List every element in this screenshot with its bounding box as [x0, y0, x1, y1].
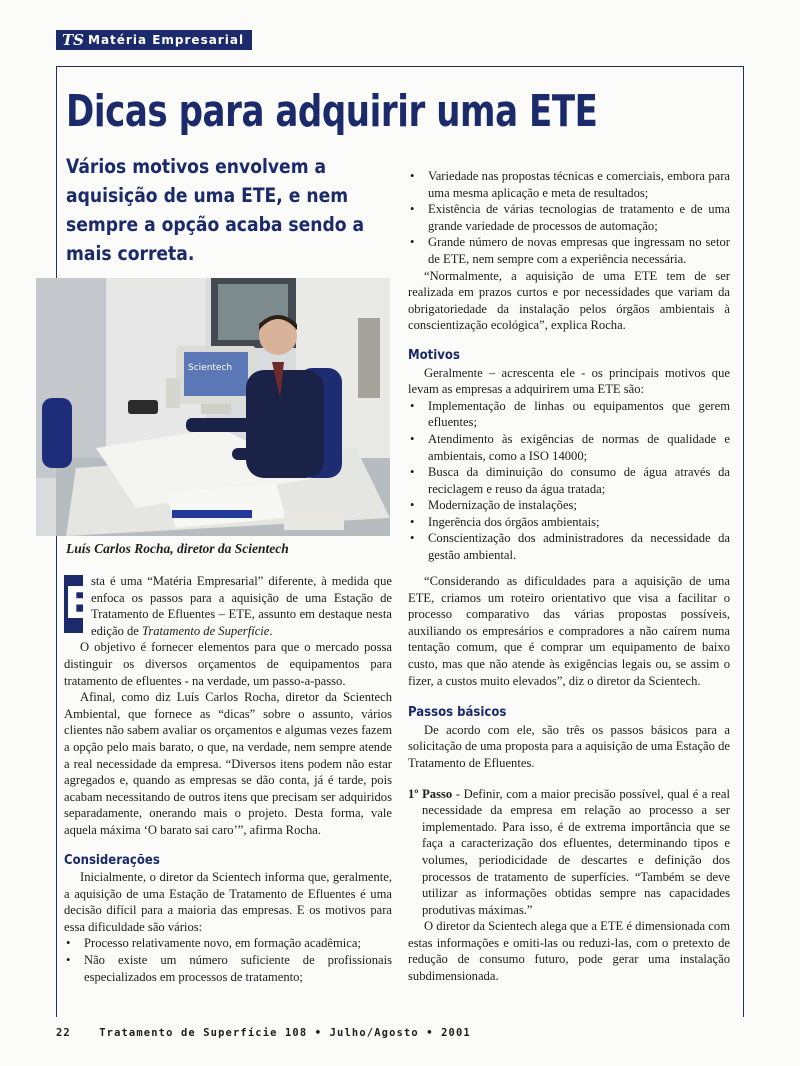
step-label: 1º Passo — [408, 786, 453, 801]
paragraph-dimensionada: O diretor da Scientech alega que a ETE é dimensionada com estas informações e omiti-las ou reduzi-las, com o pretexto de redução de consumo futuro, pode gerar uma instalação subdimensionada. — [408, 919, 730, 984]
list-item: • Não existe um número suficiente de profissionais especializados em processos de tratamento; — [84, 952, 392, 985]
step-1 — [408, 786, 730, 919]
paragraph-quote-rocha: “Normalmente, a aquisição de uma ETE tem de ser realizada em prazos curtos e por necessidades que variam da obrigatoriedade da instalação pelos órgãos ambientais à conscientização ecológica”, explica Rocha. — [408, 268, 730, 333]
magazine-logo: TS — [62, 31, 84, 49]
footer-edition: Julho/Agosto — [329, 1026, 419, 1039]
section-tag — [56, 30, 252, 50]
right-column-bottom — [408, 573, 730, 985]
heading-motivos: Motivos — [408, 347, 460, 363]
footer-magazine: Tratamento de Superfície 108 — [99, 1026, 308, 1039]
article-lead: Vários motivos envolvem a aquisição de uma ETE, e nem sempre a opção acaba sendo a mais correta. — [66, 155, 365, 265]
dificuldades-list-cont — [408, 168, 730, 268]
list-item: • Modernização de instalações; — [428, 497, 730, 514]
article-title: Dicas para adquirir uma ETE — [66, 86, 598, 137]
footer-year: 2001 — [441, 1026, 471, 1039]
list-item: • Existência de várias tecnologias de tratamento e de uma grande variedade de processos de automação; — [428, 201, 730, 234]
intro-text: sta é uma “Matéria Empresarial” diferente, à medida que enfoca os passos para a aquisição de uma Estação de Tratamento de Efluentes – ETE, assunto em destaque nesta edição de — [91, 574, 392, 638]
office-photo-illustration — [36, 278, 390, 536]
step-text: - Definir, com a maior precisão possível, qual é a real necessidade da empresa em relação ao processo a ser implementado. Para isso, é de extrema importância que se faça a caracterização dos efluentes, determinando tipos e volumes, periodicidade de descartes e definição dos processos de tratamento de superfícies. “Também se deve utilizar as informações obtidas sempre nas capacidades produtivas máximas.” — [422, 786, 730, 917]
page-number: 22 — [56, 1026, 71, 1039]
intro-paragraph — [64, 573, 392, 639]
right-column-top — [408, 168, 730, 564]
paragraph-considerando: “Considerando as dificuldades para a aquisição de uma ETE, criamos um roteiro orientativo que visa a facilitar o processo comparativo das várias propostas possíveis, auxiliando os empresários e compradores a não caírem numa tentação comum, que é comprar um equipamento de baixo custo, mas que não atende às exigências legais ou, se assim o fizer, a custos muito elevados”, diz o diretor da Scientech. — [408, 574, 730, 688]
list-item: • Atendimento às exigências de normas de qualidade e ambientais, como a ISO 14000; — [428, 431, 730, 464]
footer-separator: • — [314, 1026, 323, 1039]
list-item: • Grande número de novas empresas que ingressam no setor de ETE, nem sempre com a experiência necessária. — [428, 234, 730, 267]
footer-separator: • — [426, 1026, 434, 1039]
heading-passos: Passos básicos — [408, 705, 507, 721]
page-footer — [56, 1026, 471, 1039]
paragraph-consideracoes: Inicialmente, o diretor da Scientech informa que, geralmente, a aquisição de uma Estação de Tratamento de Efluentes é uma decisão difícil para a maioria das empresas. E os motivos para essa dificuldade são vários: — [64, 870, 392, 934]
drop-cap: E — [64, 575, 83, 633]
motivos-list — [408, 398, 730, 564]
dificuldades-list — [64, 935, 392, 985]
section-label: Matéria Empresarial — [88, 33, 245, 47]
list-item: • Conscientização dos administradores da necessidade da gestão ambiental. — [428, 530, 730, 563]
list-item: • Ingerência dos órgãos ambientais; — [428, 514, 730, 531]
photo-caption: Luís Carlos Rocha, diretor da Scientech — [66, 541, 289, 556]
list-item: • Processo relativamente novo, em formação acadêmica; — [84, 935, 392, 952]
list-item: • Variedade nas propostas técnicas e comerciais, embora para uma mesma aplicação e meta de resultados; — [428, 168, 730, 201]
list-item: • Implementação de linhas ou equipamentos que gerem efluentes; — [428, 398, 730, 431]
monitor-text: Scientech — [188, 363, 233, 373]
heading-consideracoes: Considerações — [64, 852, 160, 868]
list-item: • Busca da diminuição do consumo de água através da reciclagem e reuso da água tratada; — [428, 464, 730, 497]
magazine-name: Tratamento de Superfície — [142, 623, 270, 638]
paragraph-passos: De acordo com ele, são três os passos básicos para a solicitação de uma proposta para a aquisição de uma Estação de Tratamento de Efluentes. — [408, 722, 730, 770]
left-column — [64, 573, 392, 985]
paragraph-afinal: Afinal, como diz Luís Carlos Rocha, diretor da Scientech Ambiental, que fornece as “dicas” sobre o assunto, vários clientes não sabem avaliar os orçamentos e algumas vezes fazem a opção pelo mais barato, o que, na verdade, nem sempre atende a real necessidade da empresa. “Diversos itens podem não estar agregados e, quando as empresas se dão conta, já é tarde, pois acabam necessitando de outros itens que precisam ser adquiridos separadamente, onerando mais o projeto. Desta forma, vale aquela máxima ‘O barato sai caro’”, afirma Rocha. — [64, 690, 392, 837]
paragraph-objetivo: O objetivo é fornecer elementos para que o mercado possa distinguir os diversos orçamentos de equipamentos para tratamento de efluentes - na verdade, um passo-a-passo. — [64, 640, 392, 688]
article-photo — [36, 278, 390, 536]
intro-end: . — [269, 623, 273, 638]
paragraph-motivos: Geralmente – acrescenta ele - os principais motivos que levam as empresas a adquirirem uma ETE são: — [408, 365, 730, 397]
